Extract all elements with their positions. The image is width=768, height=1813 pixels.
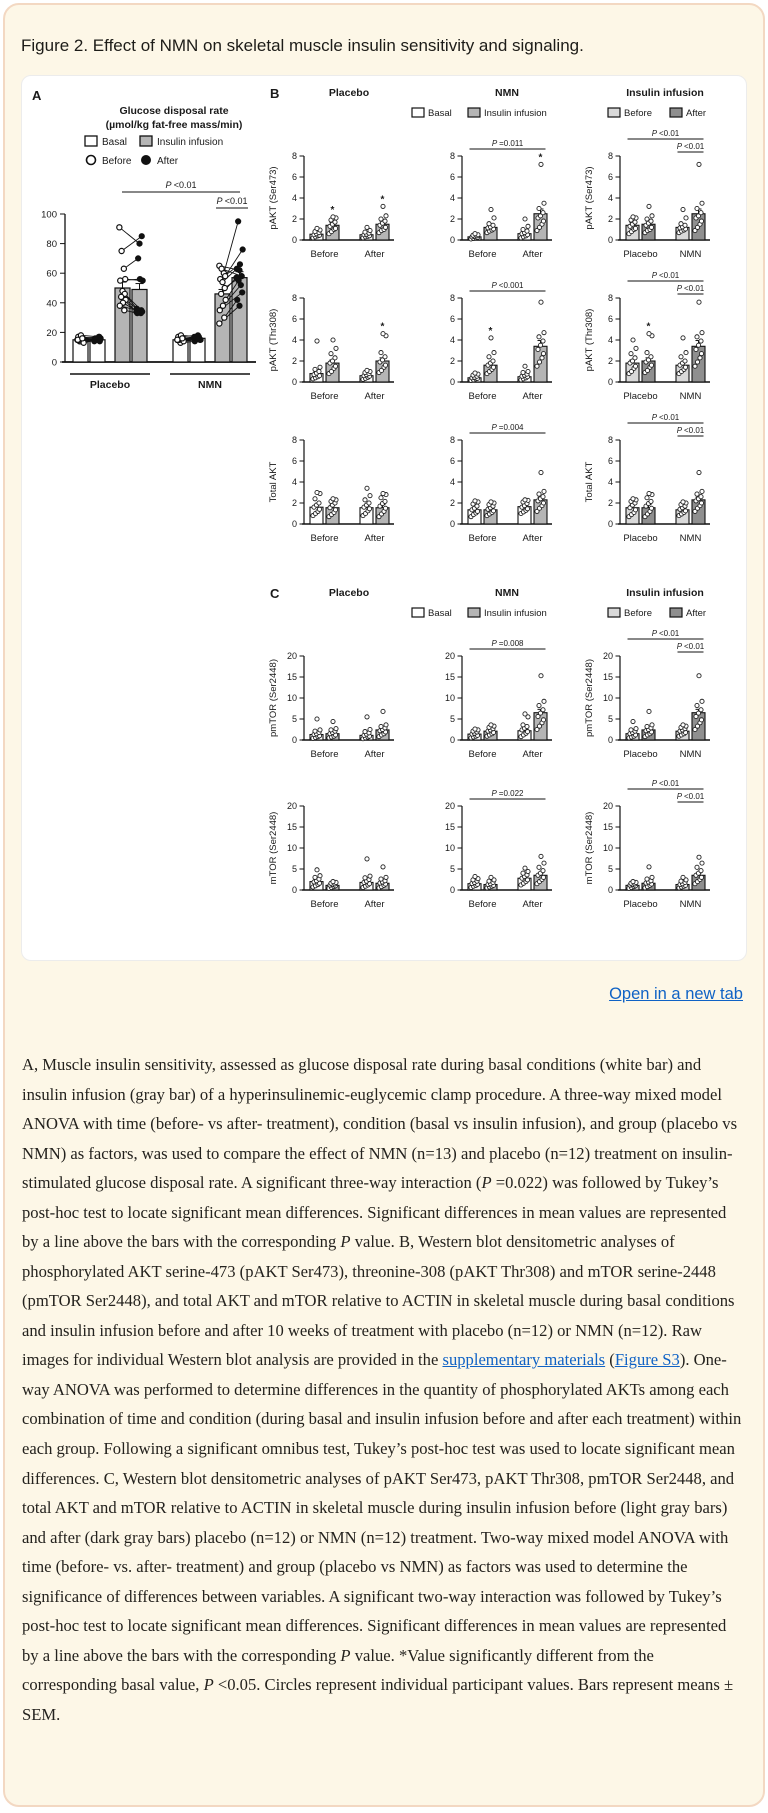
figure-image[interactable] [21, 75, 747, 961]
svg-text:6: 6 [291, 314, 297, 325]
svg-text:60: 60 [46, 268, 57, 280]
svg-text:6: 6 [607, 172, 613, 183]
svg-text:P =0.004: P =0.004 [491, 423, 524, 433]
svg-text:10: 10 [602, 693, 613, 704]
svg-text:0: 0 [51, 357, 57, 369]
svg-text:10: 10 [286, 843, 297, 854]
svg-text:P =0.022: P =0.022 [491, 789, 524, 799]
svg-text:0: 0 [449, 377, 455, 388]
svg-text:Placebo: Placebo [623, 533, 658, 545]
svg-text:20: 20 [444, 801, 455, 812]
svg-text:4: 4 [449, 335, 455, 346]
svg-text:6: 6 [607, 456, 613, 467]
svg-text:2: 2 [291, 498, 297, 509]
svg-text:0: 0 [607, 885, 613, 896]
svg-text:20: 20 [46, 327, 57, 339]
svg-text:P <0.01: P <0.01 [676, 792, 705, 802]
svg-text:pmTOR (Ser2448): pmTOR (Ser2448) [268, 659, 279, 738]
svg-text:Insulin infusion: Insulin infusion [626, 587, 704, 600]
svg-text:20: 20 [602, 801, 613, 812]
svg-text:8: 8 [449, 151, 455, 162]
svg-text:Placebo: Placebo [623, 749, 658, 761]
svg-text:5: 5 [607, 864, 613, 875]
panel-b-western-blot-charts [266, 82, 746, 558]
caption-link[interactable]: Figure S3 [614, 1350, 680, 1370]
svg-text:10: 10 [602, 843, 613, 854]
svg-text:Basal: Basal [428, 608, 452, 620]
caption-italic: P [340, 1232, 351, 1252]
svg-text:NMN: NMN [679, 899, 702, 911]
svg-text:20: 20 [602, 651, 613, 662]
svg-text:5: 5 [607, 714, 613, 725]
svg-text:15: 15 [444, 822, 455, 833]
svg-text:100: 100 [41, 209, 57, 221]
svg-text:P <0.01: P <0.01 [651, 779, 680, 789]
svg-text:6: 6 [449, 314, 455, 325]
svg-text:0: 0 [607, 235, 613, 246]
figure-card [3, 3, 765, 1807]
svg-text:After: After [686, 608, 707, 620]
svg-text:Placebo: Placebo [328, 587, 370, 600]
svg-text:8: 8 [291, 151, 297, 162]
svg-text:*: * [488, 325, 493, 337]
svg-text:10: 10 [286, 693, 297, 704]
svg-text:6: 6 [449, 172, 455, 183]
caption-italic: P [203, 1675, 214, 1695]
svg-text:After: After [522, 249, 543, 261]
svg-text:5: 5 [291, 864, 297, 875]
svg-text:4: 4 [291, 477, 297, 488]
svg-text:Before: Before [624, 608, 652, 620]
svg-text:0: 0 [607, 377, 613, 388]
svg-text:4: 4 [291, 335, 297, 346]
svg-text:4: 4 [449, 193, 455, 204]
svg-text:8: 8 [449, 435, 455, 446]
svg-text:After: After [364, 391, 385, 403]
svg-text:2: 2 [291, 214, 297, 225]
svg-text:P <0.01: P <0.01 [676, 642, 705, 652]
svg-text:After: After [522, 391, 543, 403]
svg-text:After: After [364, 749, 385, 761]
svg-text:P <0.01: P <0.01 [676, 142, 705, 152]
svg-text:20: 20 [444, 651, 455, 662]
svg-text:*: * [380, 321, 385, 333]
caption-italic: P [481, 1173, 492, 1193]
svg-text:Before: Before [468, 749, 497, 761]
svg-text:Before: Before [468, 533, 497, 545]
svg-text:40: 40 [46, 298, 57, 310]
svg-text:Before: Before [310, 391, 339, 403]
svg-text:2: 2 [607, 498, 613, 509]
svg-text:P =0.011: P =0.011 [491, 139, 524, 149]
svg-text:Insulin infusion: Insulin infusion [157, 137, 224, 149]
svg-text:Insulin infusion: Insulin infusion [484, 608, 547, 620]
svg-text:15: 15 [602, 822, 613, 833]
svg-text:Before: Before [468, 249, 497, 261]
svg-text:8: 8 [291, 435, 297, 446]
caption-link[interactable]: supplementary materials [442, 1350, 606, 1370]
svg-text:Before: Before [310, 533, 339, 545]
svg-text:4: 4 [449, 477, 455, 488]
svg-text:mTOR (Ser2448): mTOR (Ser2448) [584, 811, 595, 885]
svg-text:0: 0 [607, 519, 613, 530]
svg-text:2: 2 [291, 356, 297, 367]
svg-text:15: 15 [286, 672, 297, 683]
svg-text:5: 5 [291, 714, 297, 725]
svg-text:0: 0 [607, 735, 613, 746]
svg-text:6: 6 [291, 172, 297, 183]
svg-text:pAKT (Thr308): pAKT (Thr308) [268, 308, 279, 372]
svg-text:5: 5 [449, 714, 455, 725]
svg-text:Placebo: Placebo [623, 391, 658, 403]
svg-text:Before: Before [310, 249, 339, 261]
svg-text:NMN: NMN [679, 533, 702, 545]
svg-text:A: A [32, 88, 42, 104]
svg-text:B: B [270, 86, 280, 102]
svg-text:After: After [522, 533, 543, 545]
svg-text:P <0.01: P <0.01 [676, 284, 705, 294]
svg-text:mTOR (Ser2448): mTOR (Ser2448) [268, 811, 279, 885]
svg-text:After: After [686, 108, 707, 120]
svg-text:Placebo: Placebo [623, 899, 658, 911]
svg-text:8: 8 [607, 293, 613, 304]
svg-text:0: 0 [449, 519, 455, 530]
panel-a-glucose-disposal-chart [28, 84, 268, 429]
svg-text:8: 8 [291, 293, 297, 304]
panel-c-western-blot-charts [266, 582, 746, 926]
svg-text:Glucose disposal rate: Glucose disposal rate [119, 105, 229, 118]
caption-italic: P [340, 1645, 351, 1665]
svg-text:NMN: NMN [495, 87, 519, 100]
svg-text:15: 15 [286, 822, 297, 833]
svg-text:Insulin infusion: Insulin infusion [626, 87, 704, 100]
svg-text:8: 8 [449, 293, 455, 304]
svg-text:Placebo: Placebo [89, 379, 131, 392]
svg-text:4: 4 [607, 477, 613, 488]
svg-text:After: After [364, 899, 385, 911]
svg-text:P <0.01: P <0.01 [651, 413, 680, 423]
svg-text:6: 6 [449, 456, 455, 467]
svg-text:4: 4 [291, 193, 297, 204]
svg-text:2: 2 [607, 356, 613, 367]
svg-text:0: 0 [291, 519, 297, 530]
svg-text:5: 5 [449, 864, 455, 875]
svg-text:6: 6 [291, 456, 297, 467]
svg-text:pmTOR (Ser2448): pmTOR (Ser2448) [584, 659, 595, 738]
svg-text:*: * [538, 152, 543, 164]
svg-text:0: 0 [291, 377, 297, 388]
svg-text:Before: Before [624, 108, 652, 120]
svg-text:pAKT (Thr308): pAKT (Thr308) [584, 308, 595, 372]
svg-text:2: 2 [449, 214, 455, 225]
svg-text:Placebo: Placebo [623, 249, 658, 261]
svg-text:NMN: NMN [495, 587, 519, 600]
svg-text:0: 0 [449, 235, 455, 246]
svg-text:After: After [522, 749, 543, 761]
svg-text:15: 15 [602, 672, 613, 683]
open-in-new-tab-link[interactable]: Open in a new tab [609, 985, 743, 1004]
svg-text:NMN: NMN [679, 749, 702, 761]
svg-text:pAKT (Ser473): pAKT (Ser473) [268, 166, 279, 230]
svg-text:P <0.01: P <0.01 [651, 629, 680, 639]
svg-text:2: 2 [449, 356, 455, 367]
svg-text:After: After [364, 533, 385, 545]
svg-text:Total AKT: Total AKT [584, 461, 595, 503]
svg-text:pAKT (Ser473): pAKT (Ser473) [584, 166, 595, 230]
svg-text:NMN: NMN [198, 379, 222, 392]
svg-text:0: 0 [291, 735, 297, 746]
svg-text:P <0.001: P <0.001 [491, 281, 524, 291]
svg-text:0: 0 [449, 735, 455, 746]
svg-text:10: 10 [444, 693, 455, 704]
svg-text:Before: Before [468, 391, 497, 403]
svg-text:0: 0 [291, 235, 297, 246]
svg-text:Total AKT: Total AKT [268, 461, 279, 503]
figure-actions [25, 985, 743, 1004]
svg-text:NMN: NMN [679, 249, 702, 261]
svg-text:4: 4 [607, 193, 613, 204]
figure-caption: A, Muscle insulin sensitivity, assessed as glucose disposal rate during basal conditions (white bar) and insulin infusion (gray bar) of a hyperinsulinemic-euglycemic clamp procedure. A three-way mixed model ANOVA with time (before- vs after- treatment), condition (basal vs insulin infusion), and group (placebo vs NMN) as factors, was used to compare the effect of NMN (n=13) and placebo (n=12) treatment on insulin-stimulated glucose disposal rate. A significant three-way interaction (P =0.022) was followed by Tukey’s post-hoc test to locate significant mean differences. Significant differences in mean values are represented by a line above the bars with the corresponding P value. B, Western blot densitometric analyses of phosphorylated AKT serine-473 (pAKT Ser473), threonine-308 (pAKT Thr308) and mTOR serine-2448 (pmTOR Ser2448), and total AKT and mTOR relative to ACTIN in skeletal muscle during basal conditions and insulin infusion before and after 10 weeks of treatment with placebo (n=12) or NMN (n=12). Raw images for individual Western blot analysis are provided in the supplementary materials (Figure S3). One-way ANOVA was performed to determine differences in the quantity of phosphorylated AKTs among each combination of time and condition (during basal and insulin infusion before and after each treatment) within each group. Following a significant omnibus test, Tukey’s post-hoc test was used to locate significant mean differences. C, Western blot densitometric analyses of pAKT Ser473, pAKT Thr308, pmTOR Ser2448, and total AKT and mTOR relative to ACTIN in skeletal muscle during insulin infusion before (light gray bars) and after (dark gray bars) placebo (n=12) or NMN (n=12) treatment. Two-way mixed model ANOVA with time (before- vs. after- treatment) and group (placebo vs NMN) as factors was used to determine the significance of differences between variables. A significant two-way interaction was followed by Tukey’s post-hoc test to locate significant mean differences. Significant differences in mean values are represented by a line above the bars with the corresponding P value. *Value significantly different from the corresponding basal value, P <0.05. Circles represent individual participant values. Bars represent means ± SEM. [22, 1055, 742, 1724]
svg-text:P <0.01: P <0.01 [216, 196, 248, 207]
svg-text:After: After [522, 899, 543, 911]
svg-text:0: 0 [449, 885, 455, 896]
svg-text:10: 10 [444, 843, 455, 854]
svg-text:2: 2 [449, 498, 455, 509]
svg-text:P <0.01: P <0.01 [651, 271, 680, 281]
svg-text:*: * [330, 204, 335, 216]
svg-text:2: 2 [607, 214, 613, 225]
svg-text:NMN: NMN [679, 391, 702, 403]
svg-text:Before: Before [102, 156, 132, 168]
svg-text:8: 8 [607, 151, 613, 162]
svg-text:20: 20 [286, 651, 297, 662]
svg-text:P =0.008: P =0.008 [491, 639, 524, 649]
svg-text:After: After [364, 249, 385, 261]
svg-text:After: After [157, 156, 179, 168]
svg-text:P <0.01: P <0.01 [676, 426, 705, 436]
figure-title: Figure 2. Effect of NMN on skeletal muscle insulin sensitivity and signaling. [21, 36, 584, 55]
svg-text:15: 15 [444, 672, 455, 683]
svg-text:C: C [270, 586, 280, 602]
svg-text:4: 4 [607, 335, 613, 346]
svg-text:*: * [380, 194, 385, 206]
svg-text:Before: Before [310, 749, 339, 761]
svg-text:*: * [646, 321, 651, 333]
svg-text:Placebo: Placebo [328, 87, 370, 100]
svg-text:P <0.01: P <0.01 [651, 129, 680, 139]
svg-text:(µmol/kg fat-free mass/min): (µmol/kg fat-free mass/min) [105, 119, 243, 132]
svg-text:8: 8 [607, 435, 613, 446]
svg-text:Before: Before [468, 899, 497, 911]
svg-text:80: 80 [46, 239, 57, 251]
svg-text:Basal: Basal [428, 108, 452, 120]
svg-text:0: 0 [291, 885, 297, 896]
svg-text:Before: Before [310, 899, 339, 911]
svg-text:Basal: Basal [102, 137, 128, 149]
svg-text:6: 6 [607, 314, 613, 325]
svg-text:Insulin infusion: Insulin infusion [484, 108, 547, 120]
svg-text:20: 20 [286, 801, 297, 812]
svg-text:P <0.01: P <0.01 [165, 180, 197, 191]
